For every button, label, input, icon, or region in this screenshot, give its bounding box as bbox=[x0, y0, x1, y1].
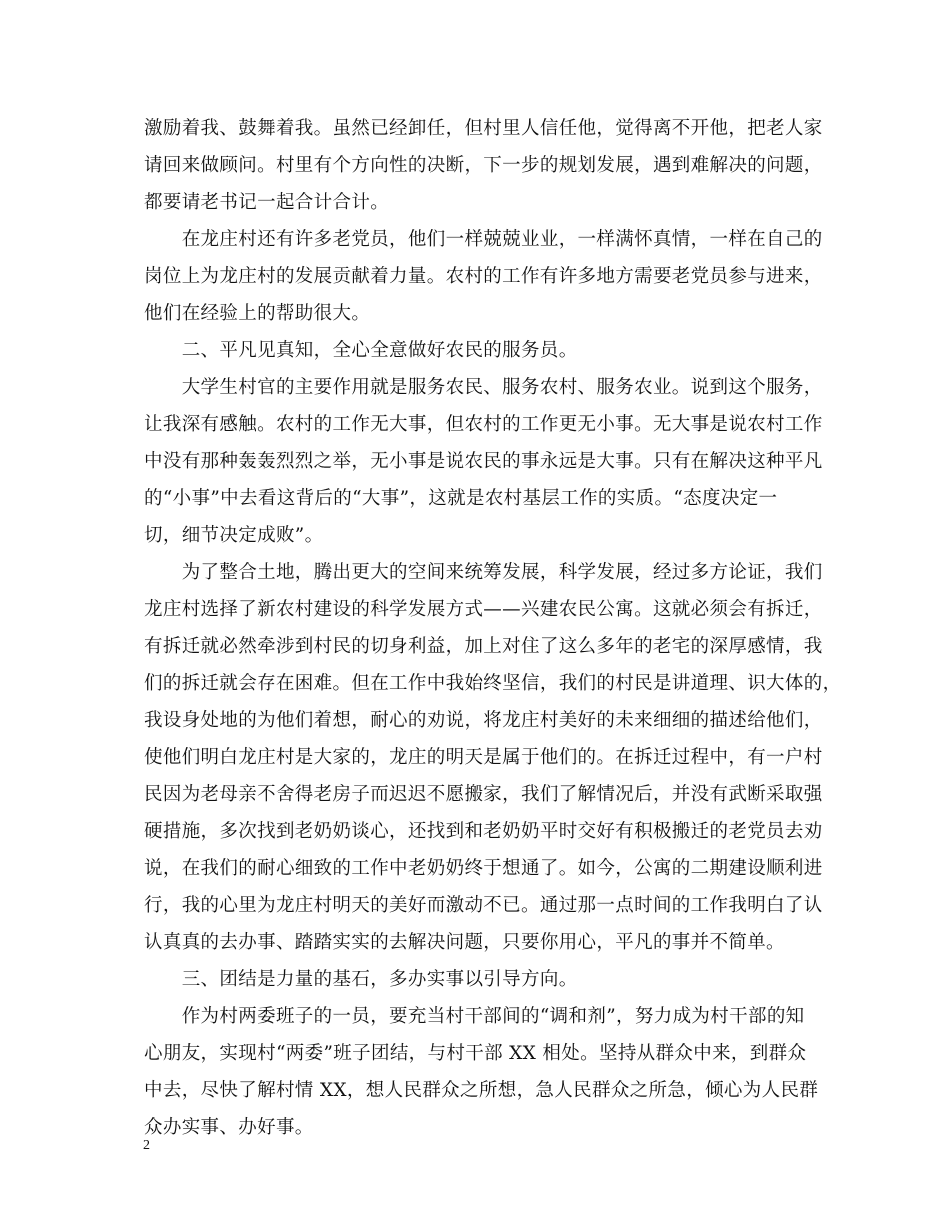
body-text-line: 行，我的心里为龙庄村明天的美好而激动不已。通过那一点时间的工作我明白了认 bbox=[144, 895, 823, 916]
body-text-line: 说，在我们的耐心细致的工作中老奶奶终于想通了。如今，公寓的二期建设顺利进 bbox=[144, 858, 823, 879]
body-text-line: 中没有那种轰轰烈烈之举，无小事是说农民的事永远是大事。只有在解决这种平凡 bbox=[144, 451, 823, 472]
section-heading: 二、平凡见真知，全心全意做好农民的服务员。 bbox=[144, 340, 578, 361]
section-heading: 三、团结是力量的基石，多办实事以引导方向。 bbox=[144, 969, 578, 990]
body-text-line: 认真真的去办事、踏踏实实的去解决问题，只要你用心，平凡的事并不简单。 bbox=[144, 932, 785, 953]
body-text-line: 请回来做顾问。村里有个方向性的决断，下一步的规划发展，遇到难解决的问题， bbox=[144, 155, 823, 176]
body-text-line: 的“小事”中去看这背后的“大事”，这就是农村基层工作的实质。“态度决定一 bbox=[144, 488, 778, 509]
body-text-line: 有拆迁就必然牵涉到村民的切身利益，加上对住了这么多年的老宅的深厚感情，我 bbox=[144, 636, 823, 657]
body-text-line: 作为村两委班子的一员，要充当村干部间的“调和剂”，努力成为村干部的知 bbox=[144, 1006, 805, 1027]
body-text-line: 民因为老母亲不舍得老房子而迟迟不愿搬家，我们了解情况后，并没有武断采取强 bbox=[144, 784, 823, 805]
body-text-line: 激励着我、鼓舞着我。虽然已经卸任，但村里人信任他，觉得离不开他，把老人家 bbox=[144, 118, 823, 139]
body-text-line: 大学生村官的主要作用就是服务农民、服务农村、服务农业。说到这个服务， bbox=[144, 377, 823, 398]
body-text-line: 心朋友，实现村“两委”班子团结，与村干部 XX 相处。坚持从群众中来，到群众 bbox=[144, 1043, 807, 1064]
body-text-line: 我设身处地的为他们着想，耐心的劝说，将龙庄村美好的未来细细的描述给他们， bbox=[144, 710, 823, 731]
body-text-line: 为了整合土地，腾出更大的空间来统筹发展，科学发展，经过多方论证，我们 bbox=[144, 562, 823, 583]
body-text-line: 们的拆迁就会存在困难。但在工作中我始终坚信，我们的村民是讲道理、识大体的， bbox=[144, 673, 842, 694]
page-number: 2 bbox=[143, 1138, 150, 1153]
body-text-line: 让我深有感触。农村的工作无大事，但农村的工作更无小事。无大事是说农村工作 bbox=[144, 414, 823, 435]
body-text-line: 在龙庄村还有许多老党员，他们一样兢兢业业，一样满怀真情，一样在自己的 bbox=[144, 229, 823, 250]
body-text-line: 岗位上为龙庄村的发展贡献着力量。农村的工作有许多地方需要老党员参与进来， bbox=[144, 266, 823, 287]
body-text-line: 切，细节决定成败”。 bbox=[144, 525, 324, 546]
body-text-line: 龙庄村选择了新农村建设的科学发展方式——兴建农民公寓。这就必须会有拆迁， bbox=[144, 599, 823, 620]
body-text-line: 硬措施，多次找到老奶奶谈心，还找到和老奶奶平时交好有积极搬迁的老党员去劝 bbox=[144, 821, 823, 842]
body-text-line: 众办实事、办好事。 bbox=[144, 1117, 314, 1138]
body-text-line: 使他们明白龙庄村是大家的，龙庄的明天是属于他们的。在拆迁过程中，有一户村 bbox=[144, 747, 823, 768]
body-text-line: 他们在经验上的帮助很大。 bbox=[144, 303, 371, 324]
body-text-line: 中去，尽快了解村情 XX，想人民群众之所想，急人民群众之所急，倾心为人民群 bbox=[144, 1080, 819, 1101]
body-text-line: 都要请老书记一起合计合计。 bbox=[144, 192, 390, 213]
